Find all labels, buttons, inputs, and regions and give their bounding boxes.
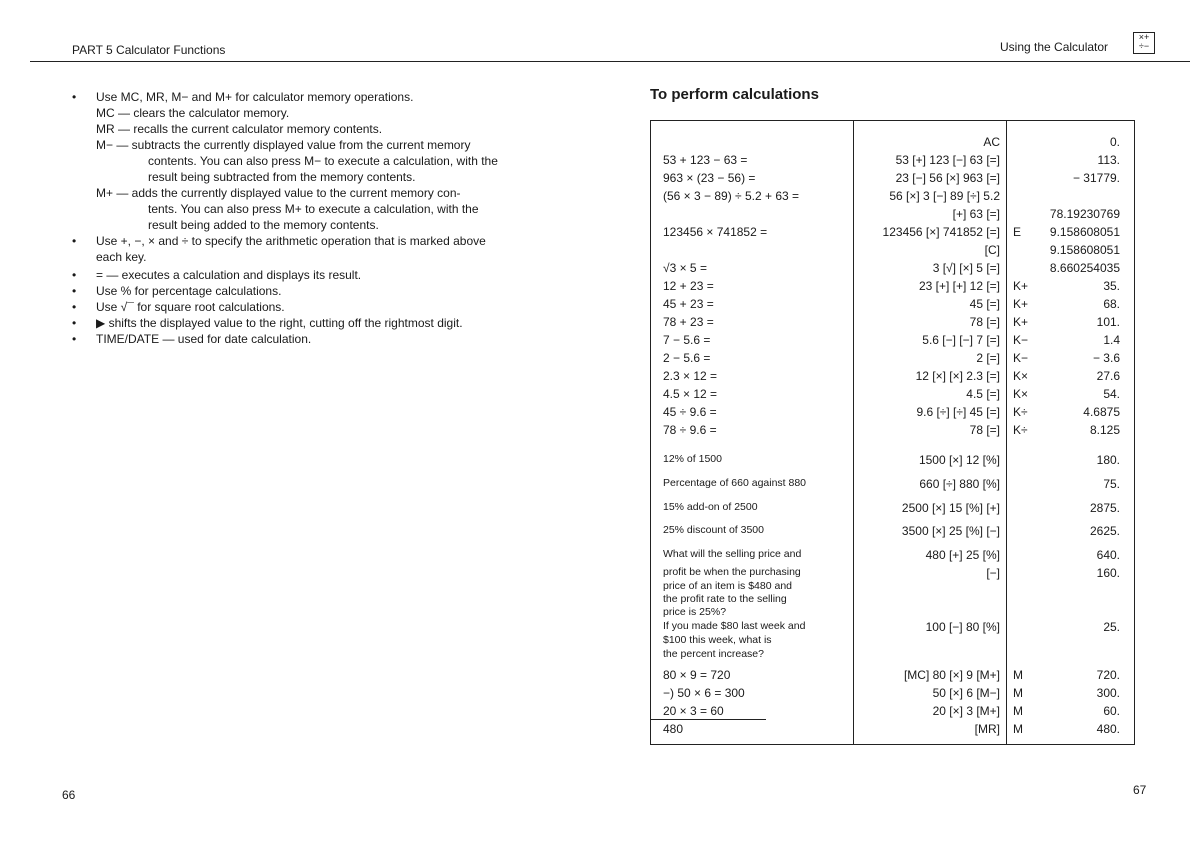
display-result: 480. [1096, 722, 1120, 736]
problem-text: price of an item is $480 and [663, 580, 792, 592]
problem-text: 123456 × 741852 = [663, 225, 768, 239]
display-result: 180. [1096, 453, 1120, 467]
bullet-line: ▶ shifts the displayed value to the right, cutting off the rightmost digit. [96, 316, 463, 330]
key-sequence: 78 [=] [969, 315, 1000, 329]
key-sequence: 56 [×] 3 [−] 89 [÷] 5.2 [889, 189, 1000, 203]
key-sequence: 5.6 [−] [−] 7 [=] [922, 333, 1000, 347]
key-sequence: [MC] 80 [×] 9 [M+] [903, 668, 1000, 682]
calculator-icon: ×+ ÷− [1133, 32, 1155, 54]
problem-text: 12 + 23 = [663, 279, 714, 293]
key-sequence: 78 [=] [969, 423, 1000, 437]
problem-text: 25% discount of 3500 [663, 524, 764, 536]
key-sequence: 4.5 [=] [966, 387, 1000, 401]
display-result: 9.158608051 [1049, 243, 1120, 257]
key-sequence: 3 [√] [×] 5 [=] [932, 261, 1000, 275]
key-sequence: 2 [=] [976, 351, 1000, 365]
problem-text: price is 25%? [663, 606, 727, 618]
bullet-line: M+ — adds the currently displayed value to the current memory con- [96, 186, 461, 200]
bullet-dot: • [72, 332, 77, 346]
header-right: Using the Calculator [1000, 40, 1109, 54]
problem-text: 7 − 5.6 = [663, 333, 711, 347]
key-sequence: 480 [+] 25 [%] [925, 548, 1000, 562]
problem-text: 78 ÷ 9.6 = [663, 423, 717, 437]
display-result: 2875. [1089, 501, 1120, 515]
display-flag: M [1013, 704, 1023, 718]
problem-text: 78 + 23 = [663, 315, 714, 329]
problem-text: 45 + 23 = [663, 297, 714, 311]
key-sequence: [MR] [974, 722, 1000, 736]
problem-text: If you made $80 last week and [663, 620, 806, 632]
bullet-dot: • [72, 234, 77, 248]
problem-text: 80 × 9 = 720 [663, 668, 731, 682]
key-sequence: 53 [+] 123 [−] 63 [=] [895, 153, 1000, 167]
sum-underline [651, 719, 766, 720]
display-result: 640. [1096, 548, 1120, 562]
key-sequence: [C] [984, 243, 1000, 257]
display-result: 300. [1096, 686, 1120, 700]
display-result: 160. [1096, 566, 1120, 580]
key-sequence: 100 [−] 80 [%] [925, 620, 1000, 634]
problem-text: the percent increase? [663, 648, 764, 660]
left-bullet-list [72, 90, 572, 350]
bullet-line: result being added to the memory contents. [148, 218, 379, 232]
bullet-line: result being subtracted from the memory contents. [148, 170, 416, 184]
problem-text: 15% add-on of 2500 [663, 501, 758, 513]
bullet-dot: • [72, 316, 77, 330]
bullet-dot: • [72, 300, 77, 314]
header-left: PART 5 Calculator Functions [72, 43, 226, 57]
problem-text: 20 × 3 = 60 [663, 704, 724, 718]
bullet-dot: • [72, 268, 77, 282]
display-flag: K× [1013, 387, 1029, 401]
display-result: 1.4 [1103, 333, 1120, 347]
display-result: 68. [1103, 297, 1120, 311]
key-sequence: 23 [−] 56 [×] 963 [=] [895, 171, 1000, 185]
bullet-line: M− — subtracts the currently displayed value from the current memory [96, 138, 471, 152]
problem-text: √3 × 5 = [663, 261, 707, 275]
key-sequence: 660 [÷] 880 [%] [919, 477, 1000, 491]
display-result: 2625. [1089, 524, 1120, 538]
display-result: 4.6875 [1083, 405, 1120, 419]
bullet-line: Use +, −, × and ÷ to specify the arithmetic operation that is marked above [96, 234, 486, 248]
key-sequence: 50 [×] 6 [M−] [932, 686, 1000, 700]
page-number-right: 67 [1133, 783, 1147, 797]
display-flag: M [1013, 668, 1023, 682]
table-rows [651, 121, 1134, 744]
display-flag: K+ [1013, 279, 1029, 293]
key-sequence: 2500 [×] 15 [%] [+] [901, 501, 1000, 515]
problem-text: 53 + 123 − 63 = [663, 153, 748, 167]
display-result: 54. [1103, 387, 1120, 401]
key-sequence: [−] [986, 566, 1000, 580]
bullet-line: MR — recalls the current calculator memory contents. [96, 122, 383, 136]
problem-text: −) 50 × 6 = 300 [663, 686, 745, 700]
display-result: 8.125 [1089, 423, 1120, 437]
display-result: 101. [1096, 315, 1120, 329]
display-flag: E [1013, 225, 1022, 239]
bullet-line: contents. You can also press M− to execute a calculation, with the [148, 154, 498, 168]
problem-text: What will the selling price and [663, 548, 802, 560]
display-result: 60. [1103, 704, 1120, 718]
page-number-left: 66 [62, 788, 76, 802]
problem-text: 480 [663, 722, 684, 736]
key-sequence: 45 [=] [969, 297, 1000, 311]
bullet-dot: • [72, 284, 77, 298]
display-result: − 3.6 [1092, 351, 1120, 365]
calculation-table [650, 120, 1135, 745]
problem-text: 12% of 1500 [663, 453, 722, 465]
bullet-line: TIME/DATE — used for date calculation. [96, 332, 312, 346]
problem-text: profit be when the purchasing [663, 566, 801, 578]
display-flag: K+ [1013, 297, 1029, 311]
key-sequence: [+] 63 [=] [952, 207, 1000, 221]
section-title: To perform calculations [650, 86, 819, 103]
display-flag: K÷ [1013, 423, 1028, 437]
problem-text: 45 ÷ 9.6 = [663, 405, 717, 419]
problem-text: 963 × (23 − 56) = [663, 171, 756, 185]
bullet-dot: • [72, 90, 77, 104]
display-result: 720. [1096, 668, 1120, 682]
key-sequence: 12 [×] [×] 2.3 [=] [915, 369, 1000, 383]
key-sequence: 3500 [×] 25 [%] [−] [901, 524, 1000, 538]
display-flag: K+ [1013, 315, 1029, 329]
display-result: 8.660254035 [1049, 261, 1120, 275]
bullet-line: Use MC, MR, M− and M+ for calculator memory operations. [96, 90, 414, 104]
display-flag: M [1013, 686, 1023, 700]
bullet-line: = — executes a calculation and displays its result. [96, 268, 362, 282]
display-result: − 31779. [1072, 171, 1120, 185]
display-result: 78.19230769 [1049, 207, 1120, 221]
bullet-line: Use √¯ for square root calculations. [96, 300, 285, 314]
key-sequence: 123456 [×] 741852 [=] [882, 225, 1000, 239]
display-result: 27.6 [1096, 369, 1120, 383]
key-sequence: 20 [×] 3 [M+] [932, 704, 1000, 718]
key-sequence: 23 [+] [+] 12 [=] [918, 279, 1000, 293]
problem-text: 4.5 × 12 = [663, 387, 718, 401]
header-rule [30, 61, 1190, 62]
problem-text: 2 − 5.6 = [663, 351, 711, 365]
display-flag: K− [1013, 333, 1029, 347]
key-sequence: 9.6 [÷] [÷] 45 [=] [916, 405, 1000, 419]
problem-text: the profit rate to the selling [663, 593, 787, 605]
display-flag: M [1013, 722, 1023, 736]
problem-text: (56 × 3 − 89) ÷ 5.2 + 63 = [663, 189, 800, 203]
display-result: 0. [1109, 135, 1120, 149]
display-result: 75. [1103, 477, 1120, 491]
key-sequence: 1500 [×] 12 [%] [918, 453, 1000, 467]
problem-text: 2.3 × 12 = [663, 369, 718, 383]
problem-text: Percentage of 660 against 880 [663, 477, 807, 489]
bullet-line: tents. You can also press M+ to execute a calculation, with the [148, 202, 479, 216]
bullet-line: Use % for percentage calculations. [96, 284, 282, 298]
problem-text: $100 this week, what is [663, 634, 772, 646]
display-flag: K− [1013, 351, 1029, 365]
bullet-line: each key. [96, 250, 147, 264]
display-flag: K× [1013, 369, 1029, 383]
display-flag: K÷ [1013, 405, 1028, 419]
display-result: 35. [1103, 279, 1120, 293]
display-result: 113. [1097, 153, 1120, 167]
display-result: 25. [1103, 620, 1120, 634]
key-sequence: AC [983, 135, 1000, 149]
display-result: 9.158608051 [1049, 225, 1120, 239]
bullet-line: MC — clears the calculator memory. [96, 106, 290, 120]
